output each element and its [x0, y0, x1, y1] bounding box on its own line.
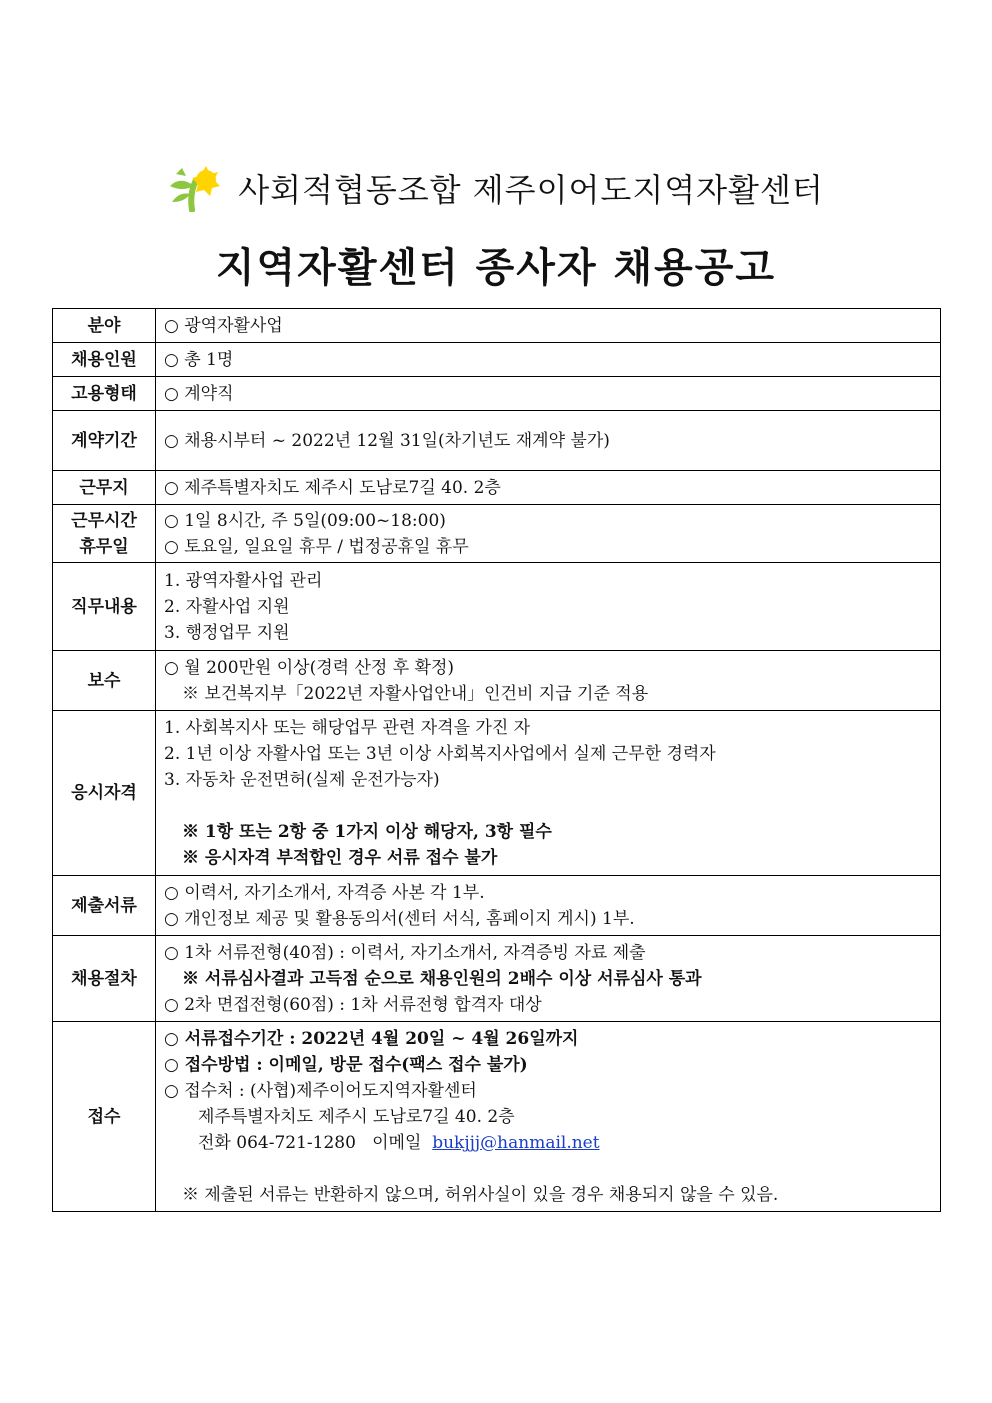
qualification-note: ※ 1항 또는 2항 중 1가지 이상 해당자, 3항 필수 [182, 822, 552, 842]
duty-item: 1. 광역자활사업 관리 [164, 570, 323, 591]
page-title: 지역자활센터 종사자 채용공고 [215, 245, 777, 291]
reception-address: 제주특별자치도 제주시 도남로7길 40. 2층 [198, 1106, 515, 1127]
row-employment-type [53, 377, 941, 411]
row-salary [53, 651, 941, 711]
value-employment-type [156, 377, 941, 411]
row-contract-period [53, 411, 941, 471]
value-documents [156, 876, 941, 936]
field-line: ○ 광역자활사업 [164, 315, 283, 336]
positions-line: ○ 총 1명 [164, 349, 234, 370]
label-field: 분야 [53, 309, 156, 343]
row-duties [53, 563, 941, 651]
value-reception [156, 1022, 941, 1212]
value-qualifications [156, 711, 941, 876]
reception-method: ○ 접수방법 : 이메일, 방문 접수(팩스 접수 불가) [164, 1054, 528, 1075]
label-hours [53, 505, 156, 563]
qualification-item: 1. 사회복지사 또는 해당업무 관련 자격을 가진 자 [164, 718, 531, 738]
holiday-line: ○ 토요일, 일요일 휴무 / 법정공휴일 휴무 [164, 536, 469, 557]
org-name: 사회적협동조합 제주이어도지역자활센터 [238, 171, 824, 209]
row-procedure [53, 936, 941, 1022]
row-documents [53, 876, 941, 936]
email-link[interactable]: bukjjj@hanmail.net [432, 1132, 600, 1153]
row-reception [53, 1022, 941, 1212]
duty-item: 2. 자활사업 지원 [164, 596, 290, 617]
procedure-step-1: ○ 1차 서류전형(40점) : 이력서, 자기소개서, 자격증빙 자료 제출 [164, 942, 646, 963]
contract-period-line: ○ 채용시부터 ~ 2022년 12월 31일(차기년도 재계약 불가) [164, 430, 610, 451]
label-contract-period: 계약기간 [53, 411, 156, 471]
document-item: ○ 개인정보 제공 및 활용동의서(센터 서식, 홈페이지 게시) 1부. [164, 908, 635, 929]
row-positions [53, 343, 941, 377]
row-hours [53, 505, 941, 563]
value-workplace [156, 471, 941, 505]
procedure-step-2: ○ 2차 면접전형(60점) : 1차 서류전형 합격자 대상 [164, 994, 542, 1015]
row-qualifications [53, 711, 941, 876]
label-qualifications: 응시자격 [53, 711, 156, 876]
label-workplace: 근무지 [53, 471, 156, 505]
label-hours-2: 휴무일 [79, 536, 129, 557]
value-duties [156, 563, 941, 651]
value-positions [156, 343, 941, 377]
spacer [164, 1156, 932, 1182]
label-salary: 보수 [53, 651, 156, 711]
salary-note: ※ 보건복지부「2022년 자활사업안내」인건비 지급 기준 적용 [182, 683, 649, 704]
document-item: ○ 이력서, 자기소개서, 자격증 사본 각 1부. [164, 882, 485, 903]
qualification-item: 2. 1년 이상 자활사업 또는 3년 이상 사회복지사업에서 실제 근무한 경력자 [164, 744, 716, 764]
value-field [156, 309, 941, 343]
duty-item: 3. 행정업무 지원 [164, 622, 290, 643]
procedure-note: ※ 서류심사결과 고득점 순으로 채용인원의 2배수 이상 서류심사 통과 [182, 968, 702, 989]
label-hours-1: 근무시간 [71, 510, 137, 531]
reception-notice: ※ 제출된 서류는 반환하지 않으며, 허위사실이 있을 경우 채용되지 않을 수 있음. [182, 1184, 779, 1205]
row-workplace [53, 471, 941, 505]
label-employment-type: 고용형태 [53, 377, 156, 411]
label-duties: 직무내용 [53, 563, 156, 651]
reception-email-label: 이메일 [372, 1132, 422, 1153]
employment-type-line: ○ 계약직 [164, 383, 234, 404]
spacer [164, 793, 932, 819]
reception-period: ○ 서류접수기간 : 2022년 4월 20일 ~ 4월 26일까지 [164, 1028, 579, 1049]
value-hours [156, 505, 941, 563]
value-contract-period [156, 411, 941, 471]
reception-phone: 전화 064-721-1280 [198, 1132, 356, 1153]
salary-line: ○ 월 200만원 이상(경력 산정 후 확정) [164, 657, 455, 678]
label-reception: 접수 [53, 1022, 156, 1212]
qualification-note: ※ 응시자격 부적합인 경우 서류 접수 불가 [182, 848, 498, 868]
value-procedure [156, 936, 941, 1022]
sprout-logo-icon [168, 164, 224, 212]
label-positions: 채용인원 [53, 343, 156, 377]
reception-place: ○ 접수처 : (사협)제주이어도지역자활센터 [164, 1080, 477, 1101]
row-field [53, 309, 941, 343]
label-procedure: 채용절차 [53, 936, 156, 1022]
workplace-line: ○ 제주특별자치도 제주시 도남로7길 40. 2층 [164, 477, 501, 498]
reception-contact [164, 1130, 932, 1156]
recruitment-table [52, 308, 941, 1212]
value-salary [156, 651, 941, 711]
qualification-item: 3. 자동차 운전면허(실제 운전가능자) [164, 770, 440, 790]
org-line [0, 160, 992, 216]
label-documents: 제출서류 [53, 876, 156, 936]
hours-line: ○ 1일 8시간, 주 5일(09:00~18:00) [164, 510, 446, 531]
page-header [0, 160, 992, 293]
